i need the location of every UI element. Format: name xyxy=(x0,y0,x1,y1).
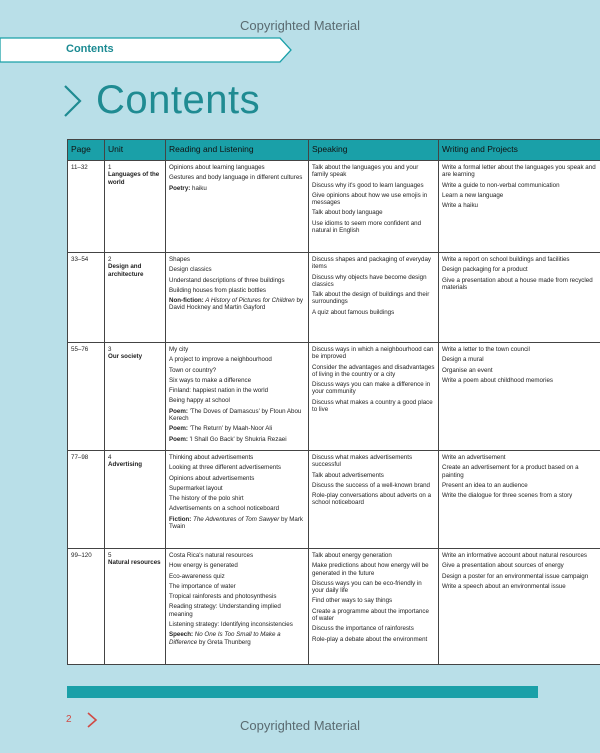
list-item: Reading strategy: Understanding implied meaning xyxy=(169,603,281,618)
list-item xyxy=(169,436,305,443)
writing-cell xyxy=(439,451,600,549)
list-item xyxy=(169,185,305,192)
list-item: Discuss ways you can make a difference in your community xyxy=(312,381,431,396)
list-item: Create an advertisement for a product based on a painting xyxy=(442,464,579,479)
list-item: Consider the advantages and disadvantages of living in the country or a city xyxy=(312,363,435,378)
list-item: The importance of water xyxy=(169,582,236,590)
list-item: The history of the polo shirt xyxy=(169,495,244,503)
list-item xyxy=(169,631,305,646)
list-item: Write a formal letter about the languages you speak and are learning xyxy=(442,164,596,179)
unit-cell xyxy=(105,549,166,665)
list-item: Design a mural xyxy=(442,356,484,364)
unit-name: Design and architecture xyxy=(108,263,144,278)
page-range: 11–32 xyxy=(68,161,105,253)
list-item: Opinions about learning languages xyxy=(169,164,265,171)
list-item: Write a poem about childhood memories xyxy=(442,376,553,384)
page-title: Contents xyxy=(96,78,261,122)
writing-cell xyxy=(439,161,600,253)
list-item: Talk about energy generation xyxy=(312,552,392,559)
list-item: Give a presentation about a house made from recycled materials xyxy=(442,276,593,291)
item-label: Poetry: xyxy=(169,184,191,192)
list-item: How energy is generated xyxy=(169,562,238,570)
unit-number: 1 xyxy=(108,164,112,171)
item-label: Poem: xyxy=(169,435,188,443)
item-text: 'The Doves of Damascus' by Ftoun Abou Kerech xyxy=(169,407,302,423)
list-item xyxy=(169,425,305,432)
item-title: A History of Pictures for Children xyxy=(203,297,295,305)
list-item: Building houses from plastic bottles xyxy=(169,286,266,294)
unit-number: 4 xyxy=(108,454,112,461)
page-number: 2 xyxy=(66,714,72,725)
item-label: Non-fiction: xyxy=(169,297,204,305)
list-item: Being happy at school xyxy=(169,397,230,405)
speaking-cell xyxy=(309,161,439,253)
list-item xyxy=(169,516,305,531)
unit-cell xyxy=(105,253,166,343)
list-item: Present an idea to an audience xyxy=(442,481,528,489)
page-range: 99–120 xyxy=(68,549,105,665)
item-text: 'The Return' by Maah-Noor Ali xyxy=(187,425,273,433)
speaking-cell xyxy=(309,451,439,549)
list-item: Discuss ways in which a neighbourhood can be improved xyxy=(312,346,434,361)
contents-table xyxy=(67,139,600,665)
list-item: My city xyxy=(169,346,189,353)
list-item: Six ways to make a difference xyxy=(169,376,252,384)
unit-name: Natural resources xyxy=(108,559,161,567)
list-item: Give opinions about how we use emojis in messages xyxy=(312,191,428,207)
chevron-right-icon xyxy=(62,84,84,118)
header-reading: Reading and Listening xyxy=(166,140,309,161)
list-item: Eco-awareness quiz xyxy=(169,572,225,580)
writing-cell xyxy=(439,253,600,343)
list-item: Make predictions about how energy will be generated in the future xyxy=(312,562,429,577)
writing-cell xyxy=(439,549,600,665)
list-item: A project to improve a neighbourhood xyxy=(169,356,272,364)
list-item: Finland: happiest nation in the world xyxy=(169,387,269,395)
list-item: Write a letter to the town council xyxy=(442,346,530,353)
table-header-row xyxy=(68,140,600,161)
list-item: Write a haiku xyxy=(442,202,478,210)
table-row xyxy=(68,343,600,451)
unit-number: 3 xyxy=(108,346,112,353)
banner-shape xyxy=(0,37,292,63)
copyright-watermark-top: Copyrighted Material xyxy=(240,18,360,33)
list-item: Write the dialogue for three scenes from a story xyxy=(442,492,573,500)
item-text: by David Hockney and Martin Gayford xyxy=(169,297,303,312)
unit-cell xyxy=(105,161,166,253)
page-range: 55–76 xyxy=(68,343,105,451)
table-row xyxy=(68,549,600,665)
header-writing: Writing and Projects xyxy=(439,140,600,161)
page-range: 33–54 xyxy=(68,253,105,343)
list-item: Give a presentation about sources of energy xyxy=(442,562,564,570)
list-item: Talk about advertisements xyxy=(312,471,384,479)
list-item: Discuss why it's good to learn languages xyxy=(312,181,424,189)
list-item: Tropical rainforests and photosynthesis xyxy=(169,593,277,601)
list-item xyxy=(169,408,305,423)
list-item: Write a guide to non-verbal communication xyxy=(442,181,560,189)
speaking-cell xyxy=(309,549,439,665)
header-speaking: Speaking xyxy=(309,140,439,161)
unit-name: Our society xyxy=(108,353,143,361)
item-text: by Mark Twain xyxy=(169,515,304,531)
writing-cell xyxy=(439,343,600,451)
list-item: Create a programme about the importance of water xyxy=(312,607,429,623)
list-item: Find other ways to say things xyxy=(312,597,393,605)
table-row xyxy=(68,253,600,343)
page-range: 77–98 xyxy=(68,451,105,549)
reading-cell xyxy=(166,253,309,343)
list-item: Discuss what makes advertisements successful xyxy=(312,454,413,469)
unit-number: 5 xyxy=(108,552,112,559)
list-item: Learn a new language xyxy=(442,191,504,199)
list-item: Discuss ways you can be eco-friendly in your daily life xyxy=(312,579,422,595)
list-item: Discuss why objects have become design classics xyxy=(312,273,427,288)
table-row xyxy=(68,451,600,549)
section-label: Contents xyxy=(66,43,114,55)
list-item: Talk about the design of buildings and their surroundings xyxy=(312,291,430,306)
unit-name: Languages of the world xyxy=(108,171,160,186)
unit-cell xyxy=(105,451,166,549)
reading-cell xyxy=(166,549,309,665)
list-item: Talk about body language xyxy=(312,209,383,217)
list-item: Advertisements on a school noticeboard xyxy=(169,505,280,513)
list-item: Town or country? xyxy=(169,366,217,374)
list-item: Discuss the importance of rainforests xyxy=(312,625,414,633)
list-item: Use idioms to seem more confident and natural in English xyxy=(312,219,422,235)
list-item: Discuss what makes a country a good place to live xyxy=(312,398,433,414)
reading-cell xyxy=(166,343,309,451)
unit-name: Advertising xyxy=(108,461,143,469)
item-text: by Greta Thunberg xyxy=(197,638,251,646)
list-item: Write a speech about an environmental issue xyxy=(442,582,566,590)
list-item: Supermarket layout xyxy=(169,484,223,492)
item-text: haiku xyxy=(190,184,207,192)
speaking-cell xyxy=(309,253,439,343)
list-item: Listening strategy: Identifying inconsistencies xyxy=(169,621,293,629)
table-row xyxy=(68,161,600,253)
list-item: Design packaging for a product xyxy=(442,266,528,274)
list-item: Design a poster for an environmental issue campaign xyxy=(442,572,589,580)
list-item: Opinions about advertisements xyxy=(169,474,255,482)
item-text: 'I Shall Go Back' by Shukria Rezaei xyxy=(187,435,287,443)
list-item: Talk about the languages you and your family speak xyxy=(312,164,419,179)
list-item: A quiz about famous buildings xyxy=(312,308,395,316)
list-item: Role-play a debate about the environment xyxy=(312,635,428,643)
list-item: Discuss shapes and packaging of everyday items xyxy=(312,256,432,271)
list-item: Looking at three different advertisements xyxy=(169,464,282,472)
list-item: Write a report on school buildings and facilities xyxy=(442,256,570,263)
item-label: Fiction: xyxy=(169,515,192,523)
list-item: Shapes xyxy=(169,256,190,263)
list-item: Costa Rica's natural resources xyxy=(169,552,254,559)
item-title: No One Is Too Small to Make a Difference xyxy=(169,631,281,646)
list-item xyxy=(169,297,305,312)
unit-cell xyxy=(105,343,166,451)
copyright-watermark-bottom: Copyrighted Material xyxy=(240,718,360,733)
header-unit: Unit xyxy=(105,140,166,161)
list-item: Organise an event xyxy=(442,366,493,374)
list-item: Discuss the success of a well-known brand xyxy=(312,481,430,489)
speaking-cell xyxy=(309,343,439,451)
section-banner xyxy=(0,37,292,63)
item-label: Poem: xyxy=(169,407,188,415)
list-item: Role-play conversations about adverts on a school noticeboard xyxy=(312,492,432,507)
header-page: Page xyxy=(68,140,105,161)
reading-cell xyxy=(166,451,309,549)
item-label: Speech: xyxy=(169,631,194,639)
list-item: Design classics xyxy=(169,266,212,274)
item-label: Poem: xyxy=(169,425,188,433)
list-item: Gestures and body language in different cultures xyxy=(169,174,303,182)
list-item: Thinking about advertisements xyxy=(169,454,254,461)
footer-bar xyxy=(67,686,538,698)
list-item: Understand descriptions of three buildings xyxy=(169,276,285,284)
item-title: The Adventures of Tom Sawyer xyxy=(191,515,280,523)
list-item: Write an informative account about natural resources xyxy=(442,552,588,559)
list-item: Write an advertisement xyxy=(442,454,506,461)
unit-number: 2 xyxy=(108,256,112,263)
reading-cell xyxy=(166,161,309,253)
